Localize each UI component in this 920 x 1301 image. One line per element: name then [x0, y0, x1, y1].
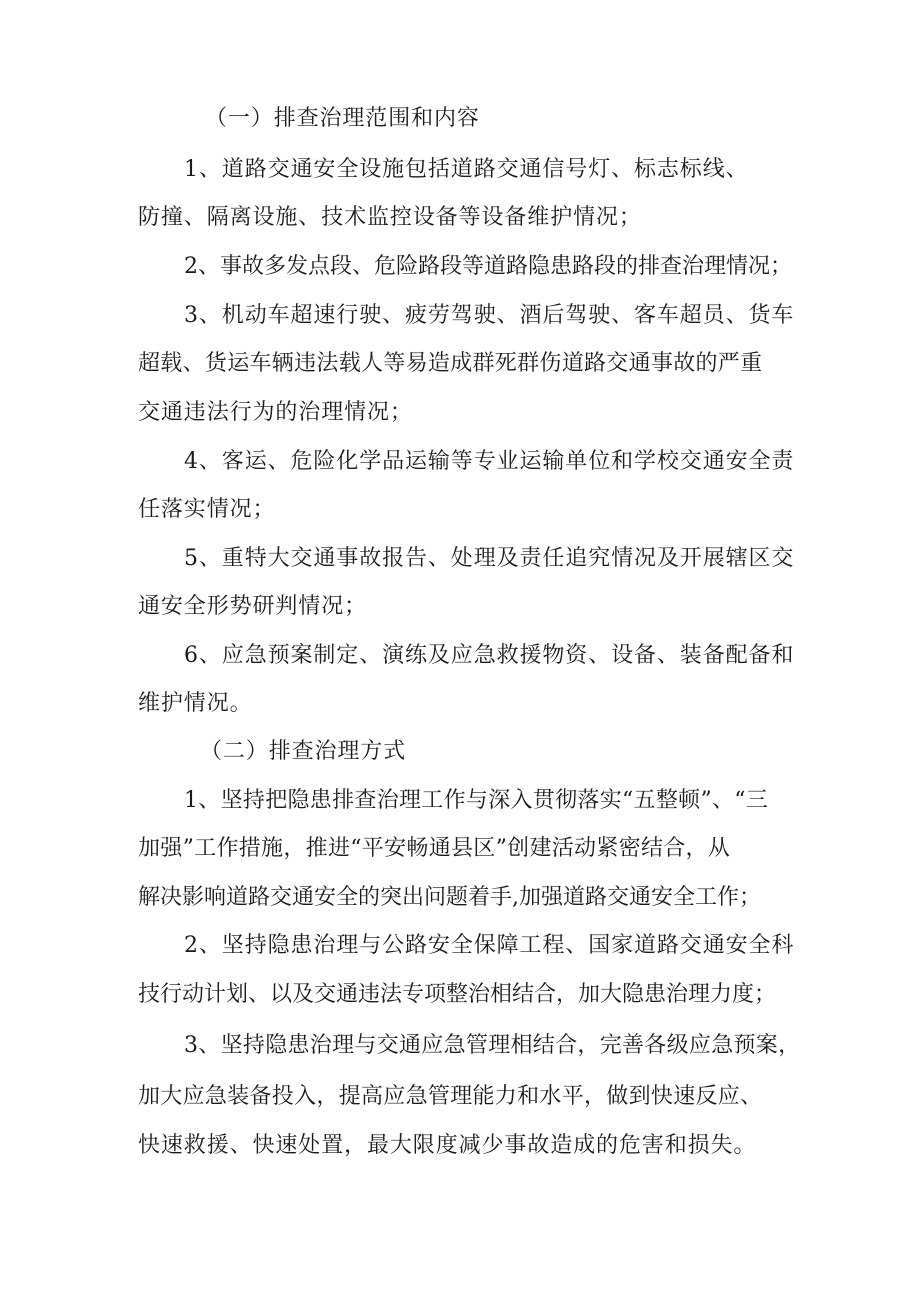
paragraph-line: 通安全形势研判情况； [138, 594, 368, 619]
section-heading-2: （二）排查治理方式 [200, 739, 407, 764]
paragraph-line: 2、坚持隐患治理与公路安全保障工程、国家道路交通安全科 [184, 933, 795, 958]
paragraph-line: 任落实情况； [138, 497, 276, 522]
paragraph-line: 交通违法行为的治理情况； [138, 400, 413, 425]
paragraph-line: 维护情况。 [138, 691, 253, 716]
section-heading-1: （一）排查治理范围和内容 [205, 106, 480, 131]
paragraph-line: 3、坚持隐患治理与交通应急管理相结合，完善各级应急预案， [184, 1033, 801, 1058]
paragraph-line: 3、机动车超速行驶、疲劳驾驶、酒后驾驶、客车超员、货车 [184, 303, 795, 328]
paragraph-line: 技行动计划、以及交通违法专项整治相结合，加大隐患治理力度； [138, 982, 777, 1007]
paragraph-line: 1、道路交通安全设施包括道路交通信号灯、标志标线、 [184, 157, 749, 182]
paragraph-line: 5、重特大交通事故报告、处理及责任追究情况及开展辖区交 [184, 546, 795, 571]
paragraph-line: 加大应急装备投入，提高应急管理能力和水平，做到快速反应、 [138, 1084, 763, 1109]
paragraph-line: 超载、货运车辆违法载人等易造成群死群伤道路交通事故的严重 [138, 351, 763, 376]
paragraph-line: 1、坚持把隐患排查治理工作与深入贯彻落实“五整顿”、“三 [184, 788, 769, 813]
paragraph-line: 2、事故多发点段、危险路段等道路隐患路段的排查治理情况； [184, 254, 792, 279]
paragraph-line: 加强”工作措施，推进“平安畅通县区”创建活动紧密结合，从 [138, 836, 731, 861]
paragraph-line: 解决影响道路交通安全的突出问题着手,加强道路交通安全工作； [138, 885, 761, 910]
paragraph-line: 4、客运、危险化学品运输等专业运输单位和学校交通安全责 [184, 449, 795, 474]
paragraph-line: 防撞、隔离设施、技术监控设备等设备维护情况； [138, 205, 642, 230]
paragraph-line: 6、应急预案制定、演练及应急救援物资、设备、装备配备和 [184, 643, 795, 668]
paragraph-line: 快速救援、快速处置，最大限度减少事故造成的危害和损失。 [138, 1133, 757, 1158]
